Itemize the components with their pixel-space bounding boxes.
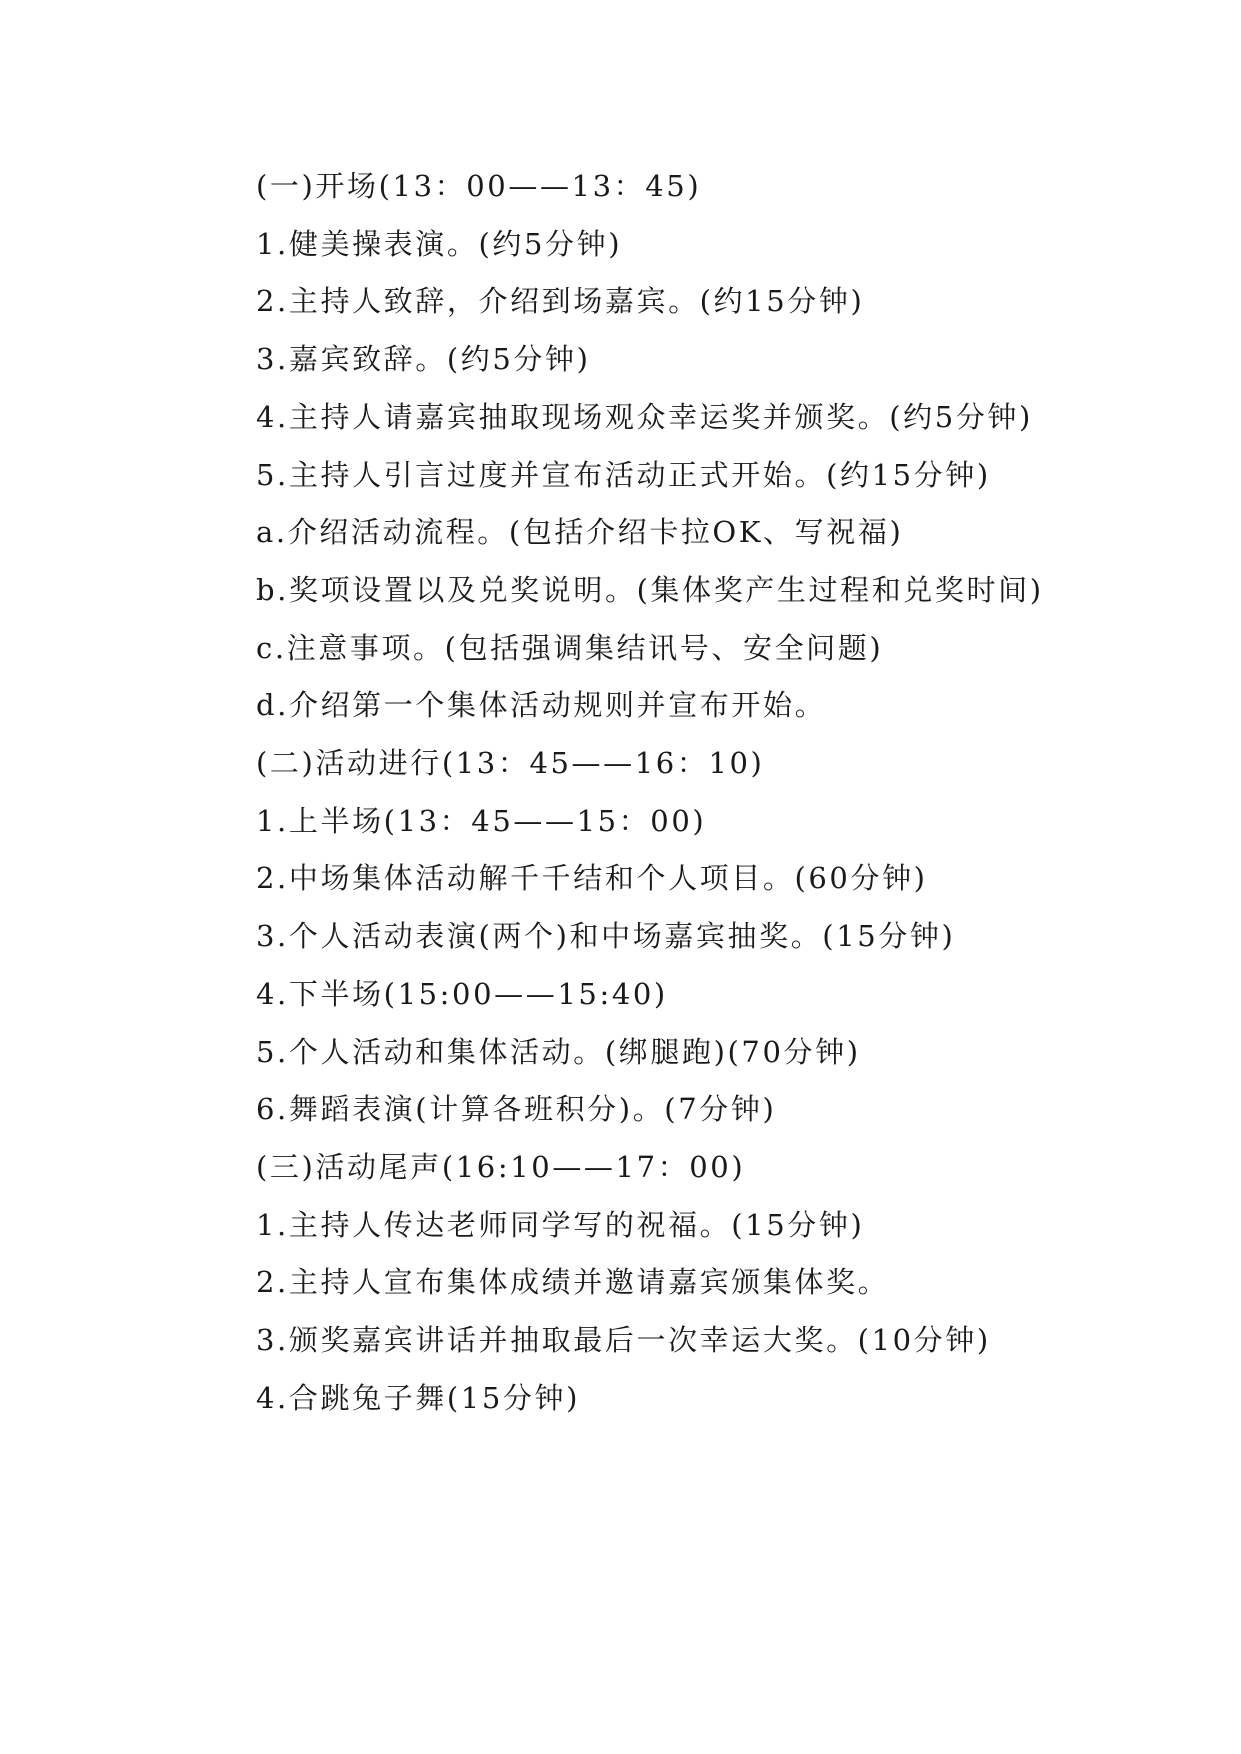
list-item: 2.主持人宣布集体成绩并邀请嘉宾颁集体奖。 (256, 1265, 890, 1300)
list-item: 2.中场集体活动解千千结和个人项目。(60分钟) (256, 861, 928, 896)
list-item: 3.嘉宾致辞。(约5分钟) (256, 342, 591, 377)
list-item: 3.个人活动表演(两个)和中场嘉宾抽奖。(15分钟) (256, 919, 956, 954)
list-subitem: b.奖项设置以及兑奖说明。(集体奖产生过程和兑奖时间) (256, 572, 1044, 607)
section-heading-activity: (二)活动进行(13：45——16：10) (256, 746, 765, 781)
list-item: 5.个人活动和集体活动。(绑腿跑)(70分钟) (256, 1034, 861, 1069)
list-item: 1.主持人传达老师同学写的祝福。(15分钟) (256, 1207, 865, 1242)
section-heading-opening: (一)开场(13：00——13：45) (256, 169, 702, 203)
list-item: 1.上半场(13：45——15：00) (256, 803, 707, 838)
list-subitem: c.注意事项。(包括强调集结讯号、安全问题) (256, 630, 884, 665)
list-subitem: a.介绍活动流程。(包括介绍卡拉OK、写祝福) (256, 515, 904, 550)
list-item: 6.舞蹈表演(计算各班积分)。(7分钟) (256, 1092, 777, 1127)
list-item: 4.下半场(15:00——15:40) (256, 976, 668, 1011)
section-heading-ending: (三)活动尾声(16:10——17：00) (256, 1149, 746, 1184)
document-body (190, 158, 1050, 1427)
list-item: 5.主持人引言过度并宣布活动正式开始。(约15分钟) (256, 457, 991, 492)
list-item: 4.主持人请嘉宾抽取现场观众幸运奖并颁奖。(约5分钟) (256, 399, 1033, 434)
list-item: 2.主持人致辞，介绍到场嘉宾。(约15分钟) (256, 284, 865, 319)
list-item: 3.颁奖嘉宾讲话并抽取最后一次幸运大奖。(10分钟) (256, 1323, 991, 1358)
list-item: 4.合跳兔子舞(15分钟) (256, 1380, 580, 1415)
list-item: 1.健美操表演。(约5分钟) (256, 226, 623, 261)
list-subitem: d.介绍第一个集体活动规则并宣布开始。 (256, 688, 827, 723)
